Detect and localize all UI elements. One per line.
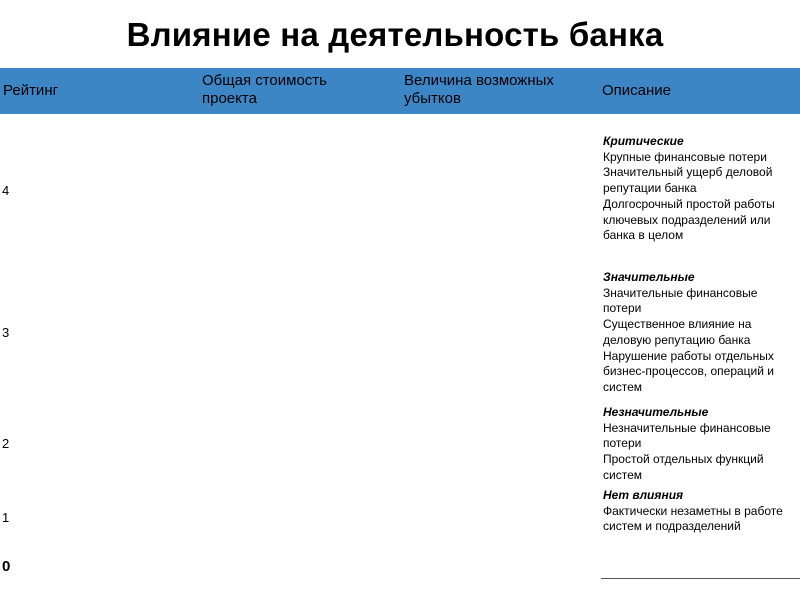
rating-2: 2 xyxy=(2,436,10,451)
description-line: Долгосрочный простой работы ключевых подразделений или банка в целом xyxy=(603,196,775,243)
rating-1: 1 xyxy=(2,510,10,525)
header-rating: Рейтинг xyxy=(3,82,59,99)
description-no-impact xyxy=(603,488,793,535)
description-line: Крупные финансовые потери xyxy=(603,149,767,164)
bottom-divider xyxy=(601,578,800,579)
description-significant xyxy=(603,270,793,396)
description-line: Фактически незаметны в работе систем и подразделений xyxy=(603,503,783,534)
description-line: Значительный ущерб деловой репутации банка xyxy=(603,165,773,196)
rating-3: 3 xyxy=(2,325,10,340)
header-total-cost: Общая стоимость проекта xyxy=(202,72,327,107)
description-line: Нарушение работы отдельных бизнес-процессов, операций и систем xyxy=(603,348,774,394)
rating-4: 4 xyxy=(2,183,10,198)
description-line: Незначительные финансовые потери xyxy=(603,420,771,451)
rating-0: 0 xyxy=(2,558,11,575)
description-minor xyxy=(603,405,793,484)
description-line: Значительные финансовые потери xyxy=(603,285,758,316)
category-label: Незначительные xyxy=(603,405,709,419)
description-line: Простой отдельных функций систем xyxy=(603,452,764,482)
category-label: Нет влияния xyxy=(603,488,684,502)
page-title: Влияние на деятельность банка xyxy=(126,16,664,53)
category-label: Значительные xyxy=(603,270,695,284)
header-loss-size: Величина возможных убытков xyxy=(404,72,554,107)
header-description: Описание xyxy=(602,82,672,99)
description-critical xyxy=(603,134,793,244)
table-header xyxy=(0,68,800,114)
category-label: Критические xyxy=(603,134,684,148)
description-line: Существенное влияние на деловую репутацию банка xyxy=(603,317,752,347)
